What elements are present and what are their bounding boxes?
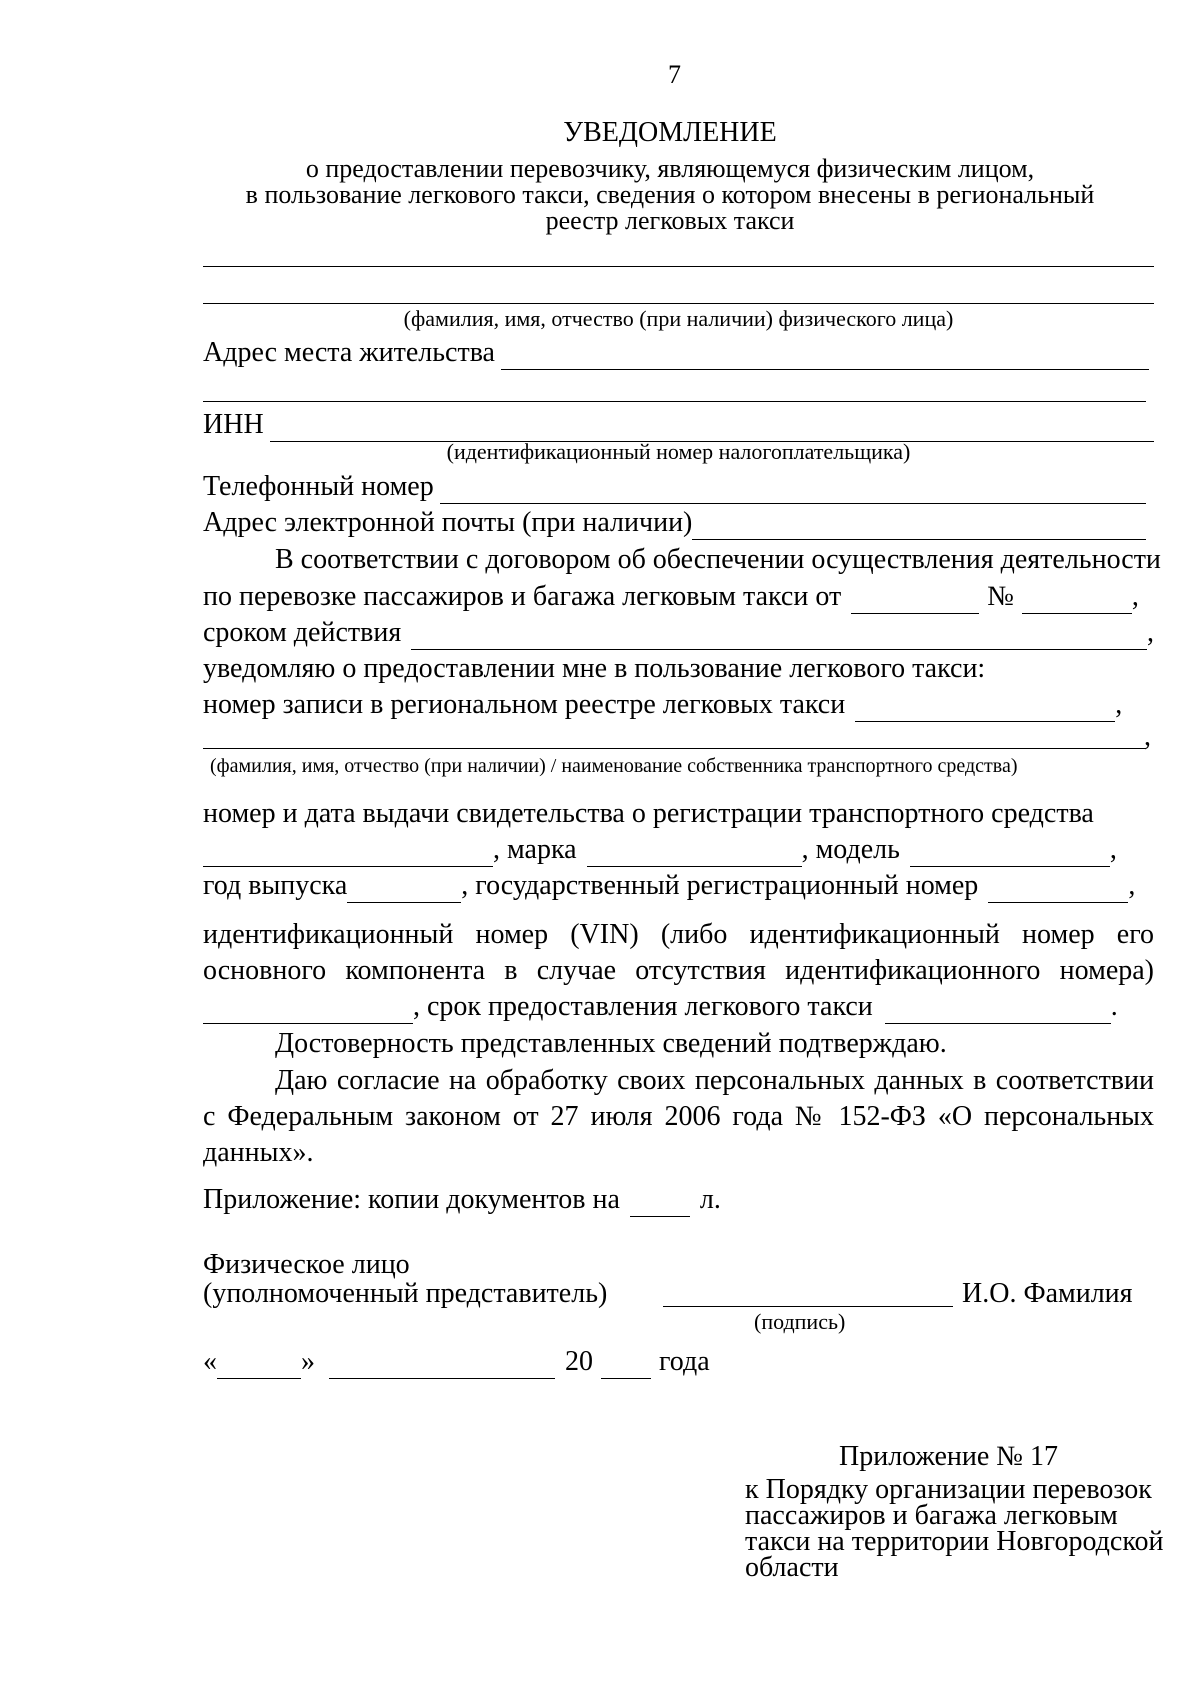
contract-comma: ,	[1131, 581, 1139, 612]
date-day-field[interactable]	[217, 1352, 301, 1379]
fio-line-1	[203, 266, 1154, 267]
address-line-2[interactable]	[203, 401, 1146, 402]
brand-label: , марка	[493, 834, 577, 865]
document-title: УВЕДОМЛЕНИЕ	[563, 117, 777, 148]
brand-field[interactable]	[587, 840, 802, 867]
notify-line: уведомляю о предоставлении мне в пользование легкового такси:	[203, 653, 986, 684]
period-field[interactable]	[885, 997, 1111, 1024]
term-comma: ,	[1147, 617, 1154, 648]
inn-field[interactable]	[270, 415, 1154, 442]
subtitle-line-1: о предоставлении перевозчику, являющемуся физическим лицом,	[305, 154, 1035, 183]
period-label: , срок предоставления легкового такси	[413, 991, 873, 1022]
address-label: Адрес места жительства	[203, 337, 495, 368]
appendix-title: Приложение № 17	[839, 1441, 1058, 1472]
attachment-label: Приложение: копии документов на	[203, 1184, 620, 1215]
regnum-comma: ,	[1128, 870, 1136, 901]
fio-line-2	[203, 303, 1154, 304]
attachment-pages-field[interactable]	[630, 1190, 690, 1217]
regnum-field[interactable]	[988, 876, 1128, 903]
subtitle-line-3: реестр легковых такси	[545, 206, 795, 235]
date-month-field[interactable]	[329, 1352, 555, 1379]
model-field[interactable]	[910, 840, 1110, 867]
consent-line-1: Даю согласие на обработку своих персональных данных в соответствии	[275, 1065, 1154, 1096]
contract-line-2	[203, 580, 1154, 614]
appendix-line-2: пассажиров и багажа легковым	[745, 1500, 1118, 1531]
period-end: .	[1110, 991, 1118, 1022]
cert-field[interactable]	[203, 840, 493, 867]
signer-name: И.О. Фамилия	[962, 1278, 1133, 1309]
vin-line-2: основного компонента в случае отсутствия идентификационного номера)	[203, 955, 1154, 986]
owner-comma: ,	[1144, 721, 1151, 752]
signer-line-2: (уполномоченный представитель)	[203, 1278, 608, 1309]
email-row	[203, 506, 1146, 540]
date-year-prefix: 20	[565, 1346, 593, 1377]
consent-line-3: данных».	[203, 1137, 314, 1168]
owner-caption: (фамилия, имя, отчество (при наличии) / наименование собственника транспортного средства)	[210, 755, 1018, 777]
registry-field[interactable]	[855, 695, 1115, 722]
email-label: Адрес электронной почты (при наличии)	[203, 507, 693, 538]
contract-date-field[interactable]	[851, 587, 979, 614]
brand-model-row	[203, 833, 1154, 867]
appendix-line-4: области	[745, 1552, 839, 1583]
consent-line-2: с Федеральным законом от 27 июля 2006 года № 152-ФЗ «О персональных	[203, 1101, 1154, 1132]
inn-caption: (идентификационный номер налогоплательщика)	[446, 439, 911, 464]
contract-line-1: В соответствии с договором об обеспечении осуществления деятельности	[275, 544, 1161, 575]
phone-label: Телефонный номер	[203, 471, 434, 502]
signature-field[interactable]	[663, 1306, 953, 1307]
page-number: 7	[668, 60, 681, 89]
email-field[interactable]	[692, 513, 1146, 540]
term-row	[203, 616, 1154, 650]
period-row	[203, 990, 1154, 1024]
phone-row	[203, 470, 1146, 504]
vin-field[interactable]	[203, 997, 413, 1024]
phone-field[interactable]	[440, 477, 1146, 504]
inn-label: ИНН	[203, 409, 264, 440]
address-field[interactable]	[501, 343, 1149, 370]
contract-number-sign: №	[987, 581, 1014, 612]
confirm-text: Достоверность представленных сведений подтверждаю.	[275, 1028, 947, 1059]
date-open-quote: «	[203, 1346, 217, 1377]
term-field[interactable]	[411, 623, 1147, 650]
date-year-field[interactable]	[601, 1352, 651, 1379]
appendix-line-1: к Порядку организации перевозок	[745, 1474, 1152, 1505]
contract-number-field[interactable]	[1022, 587, 1132, 614]
term-label: сроком действия	[203, 617, 402, 648]
registry-label: номер записи в региональном реестре легковых такси	[203, 689, 846, 720]
address-row	[203, 336, 1149, 370]
regnum-label: , государственный регистрационный номер	[461, 870, 979, 901]
signer-line-1: Физическое лицо	[203, 1249, 410, 1280]
vin-line-1: идентификационный номер (VIN) (либо идентификационный номер его	[203, 919, 1154, 950]
model-comma: ,	[1109, 834, 1117, 865]
registry-comma: ,	[1115, 689, 1123, 720]
date-close-quote: »	[301, 1346, 315, 1377]
appendix-line-3: такси на территории Новгородской	[745, 1526, 1164, 1557]
subtitle-line-2: в пользование легкового такси, сведения о котором внесены в региональный	[245, 180, 1095, 209]
year-field[interactable]	[347, 876, 461, 903]
fio-caption: (фамилия, имя, отчество (при наличии) физического лица)	[403, 306, 954, 331]
signature-caption: (подпись)	[754, 1309, 846, 1334]
contract-line-2-text: по перевозке пассажиров и багажа легковым такси от	[203, 581, 842, 612]
cert-line	[203, 797, 1154, 831]
model-label: , модель	[801, 834, 900, 865]
owner-field[interactable]	[203, 748, 1146, 749]
inn-row	[203, 408, 1154, 442]
date-row	[203, 1345, 710, 1379]
attachment-unit: л.	[699, 1184, 721, 1215]
year-label: год выпуска	[203, 870, 348, 901]
date-suffix: года	[659, 1346, 710, 1377]
year-regnum-row	[203, 869, 1154, 903]
registry-row	[203, 688, 1154, 722]
cert-line-text: номер и дата выдачи свидетельства о регистрации транспортного средства	[203, 798, 1094, 829]
attachment-row	[203, 1183, 721, 1217]
